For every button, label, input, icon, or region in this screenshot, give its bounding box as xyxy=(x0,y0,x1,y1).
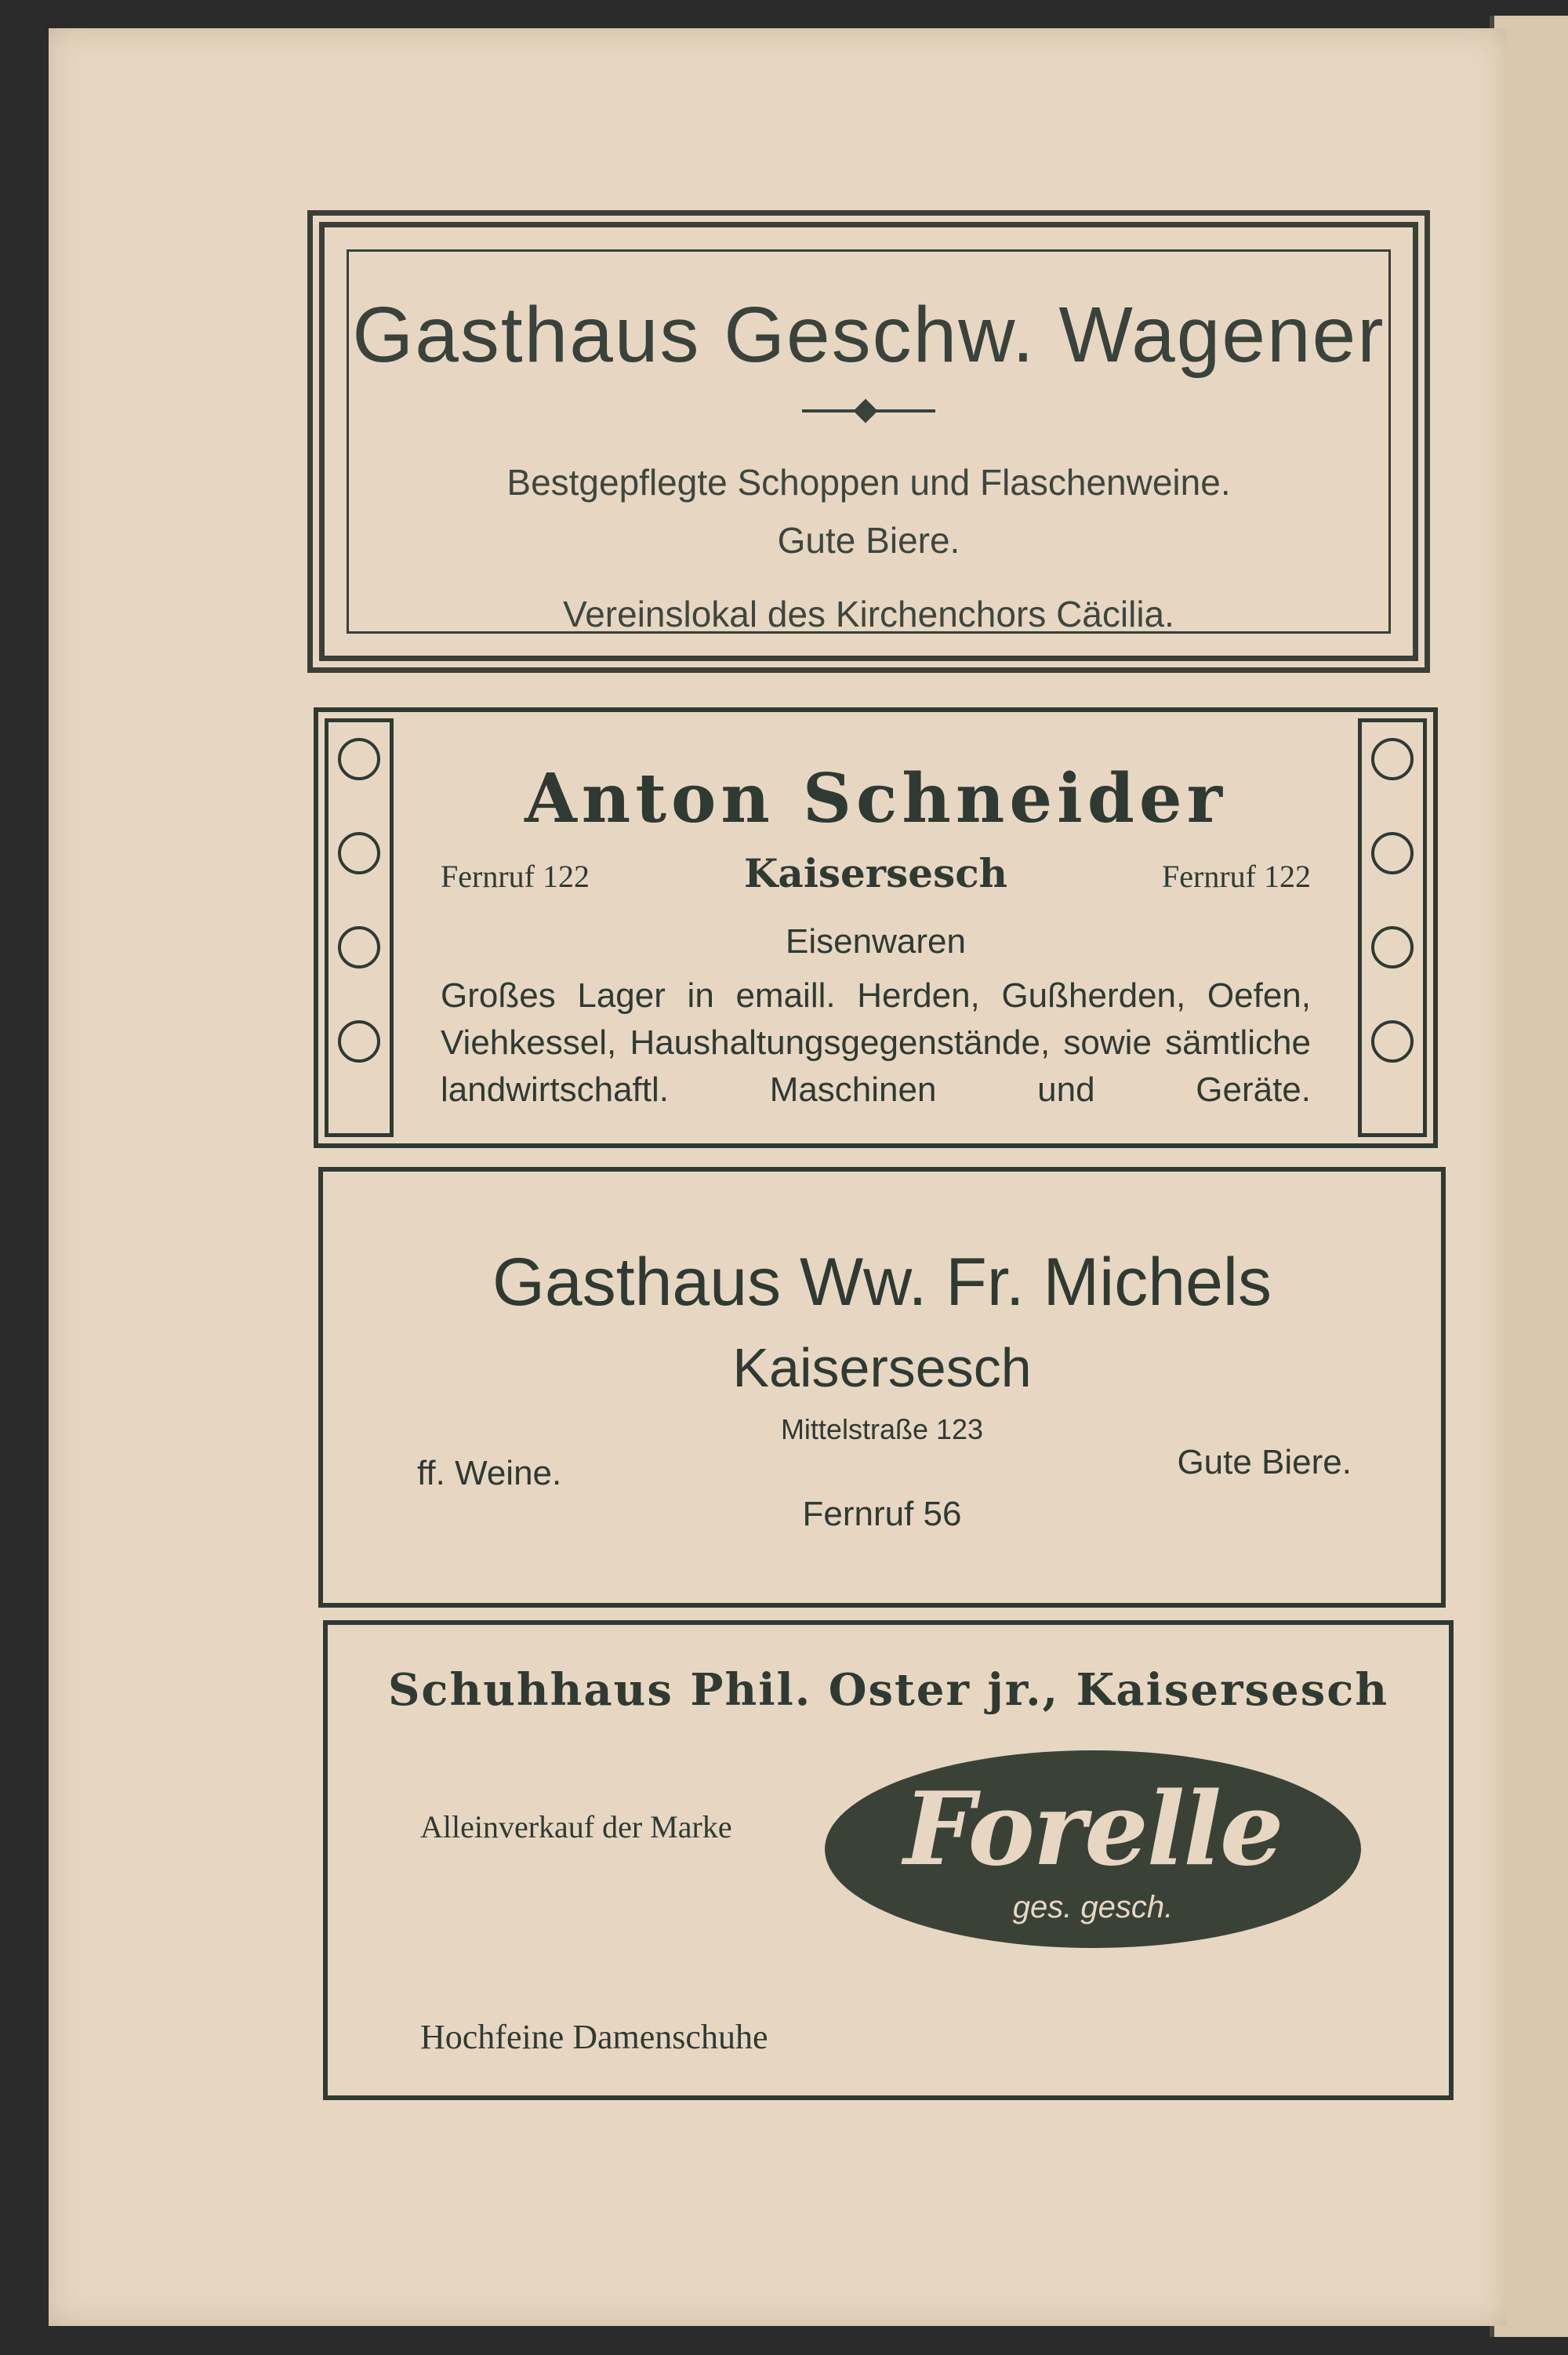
ad-oster xyxy=(323,1620,1454,2100)
forelle-logo xyxy=(825,1750,1361,1948)
ad-michels-phone: Fernruf 56 xyxy=(802,1495,962,1533)
ad-oster-ladies: Hochfeine Damenschuhe xyxy=(420,2018,768,2056)
forelle-logo-sub: ges. gesch. xyxy=(1012,1890,1174,1924)
ad-michels-wines: ff. Weine. xyxy=(417,1454,562,1492)
ornament-divider-icon xyxy=(802,409,935,412)
forelle-logo-name: Forelle xyxy=(903,1771,1283,1888)
ad-oster-exclusive: Alleinverkauf der Marke xyxy=(420,1809,732,1844)
ad-oster-title: Schuhhaus Phil. Oster jr., Kaisersesch xyxy=(387,1664,1389,1716)
ad-wagener-title: Gasthaus Geschw. Wagener xyxy=(352,291,1385,379)
ad-wagener-line3: Vereinslokal des Kirchenchors Cäcilia. xyxy=(563,594,1174,634)
ad-michels xyxy=(318,1167,1446,1608)
flower-icon xyxy=(1371,1020,1414,1063)
ad-schneider-phone-right: Fernruf 122 xyxy=(1162,859,1311,894)
ad-wagener xyxy=(307,210,1430,673)
ad-schneider-title: Anton Schneider xyxy=(524,759,1227,838)
page xyxy=(49,28,1507,2326)
ad-schneider-category: Eisenwaren xyxy=(786,922,966,961)
ad-michels-town: Kaisersesch xyxy=(732,1337,1032,1398)
ad-michels-beers: Gute Biere. xyxy=(1177,1443,1352,1481)
ad-schneider-phone-left: Fernruf 122 xyxy=(441,859,590,894)
flower-icon xyxy=(338,1020,380,1063)
ad-michels-street: Mittelstraße 123 xyxy=(780,1413,984,1445)
ad-schneider-body: Großes Lager in emaill. Herden, Gußherden, Oefen, Viehkessel, Haushaltungsgegenstände, sowie sämtliche landwirtschaftl. Maschinen und Geräte. xyxy=(441,976,1311,1109)
ad-schneider-town: Kaisersesch xyxy=(743,850,1008,896)
ad-michels-title: Gasthaus Ww. Fr. Michels xyxy=(492,1245,1272,1320)
ad-wagener-line2: Gute Biere. xyxy=(777,520,960,561)
ad-schneider xyxy=(314,707,1438,1148)
ad-wagener-line1: Bestgepflegte Schoppen und Flaschenweine. xyxy=(506,462,1231,503)
